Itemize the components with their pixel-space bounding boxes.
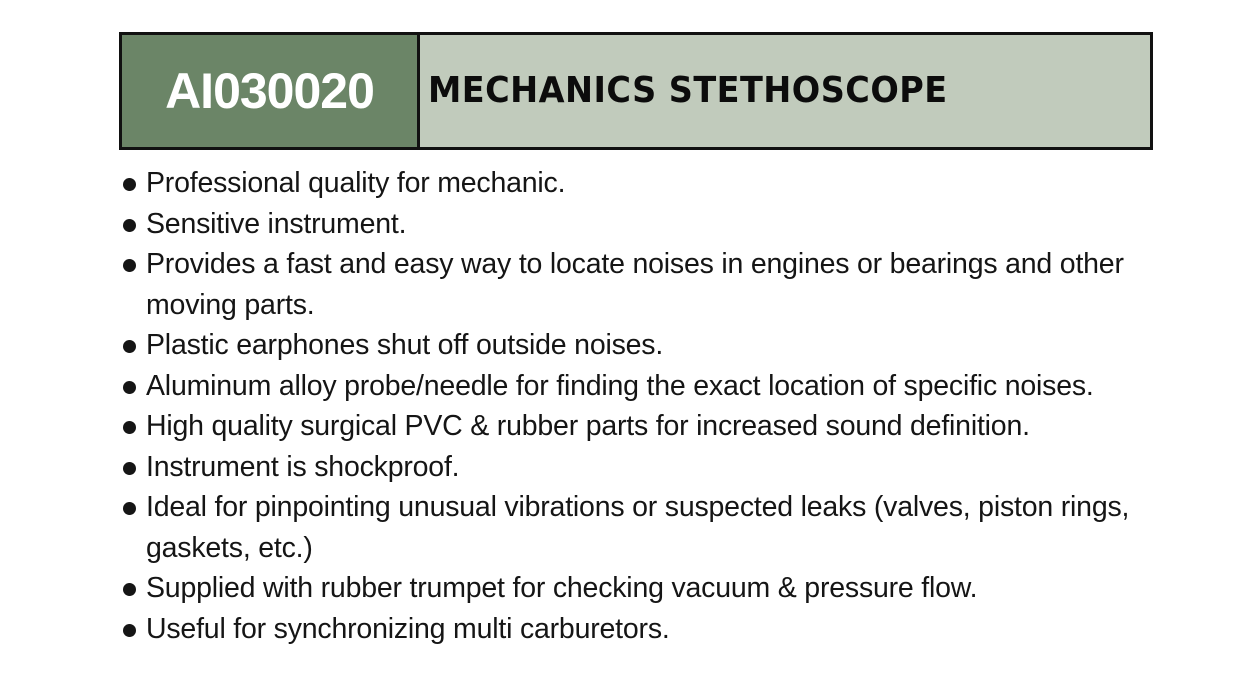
bullet-icon — [123, 381, 136, 394]
product-title-cell — [420, 35, 1150, 147]
feature-text: Sensitive instrument. — [146, 207, 407, 240]
feature-text: Useful for synchronizing multi carburetors. — [146, 612, 670, 645]
bullet-icon — [123, 219, 136, 232]
feature-item — [119, 406, 1159, 447]
bullet-icon — [123, 502, 136, 515]
product-header — [119, 32, 1153, 150]
product-code-cell — [122, 35, 420, 147]
feature-item — [119, 204, 1159, 245]
bullet-icon — [123, 583, 136, 596]
feature-text: Instrument is shockproof. — [146, 450, 460, 483]
feature-text: Plastic earphones shut off outside noises. — [146, 329, 664, 361]
feature-item — [119, 325, 1159, 366]
feature-item — [119, 163, 1159, 204]
feature-item — [119, 568, 1159, 609]
feature-item — [119, 366, 1159, 407]
feature-text: High quality surgical PVC & rubber parts for increased sound definition. — [146, 410, 1030, 442]
feature-item — [119, 609, 1159, 650]
bullet-icon — [123, 340, 136, 353]
bullet-icon — [123, 178, 136, 191]
product-code: AI030020 — [165, 63, 374, 119]
feature-text: Aluminum alloy probe/needle for finding the exact location of specific noises. — [146, 369, 1094, 402]
feature-item — [119, 487, 1159, 568]
bullet-icon — [123, 259, 136, 272]
feature-text: Supplied with rubber trumpet for checking vacuum & pressure flow. — [146, 572, 978, 604]
feature-text: Provides a fast and easy way to locate noises in engines or bearings and other moving parts. — [146, 248, 1124, 321]
bullet-icon — [123, 624, 136, 637]
product-title: MECHANICS STETHOSCOPE — [428, 70, 948, 111]
feature-item — [119, 244, 1159, 325]
feature-text: Ideal for pinpointing unusual vibrations or suspected leaks (valves, piston rings, gaskets, etc.) — [146, 491, 1130, 564]
bullet-icon — [123, 462, 136, 475]
feature-list — [119, 163, 1159, 649]
feature-item — [119, 447, 1159, 488]
feature-text: Professional quality for mechanic. — [146, 167, 566, 199]
bullet-icon — [123, 421, 136, 434]
